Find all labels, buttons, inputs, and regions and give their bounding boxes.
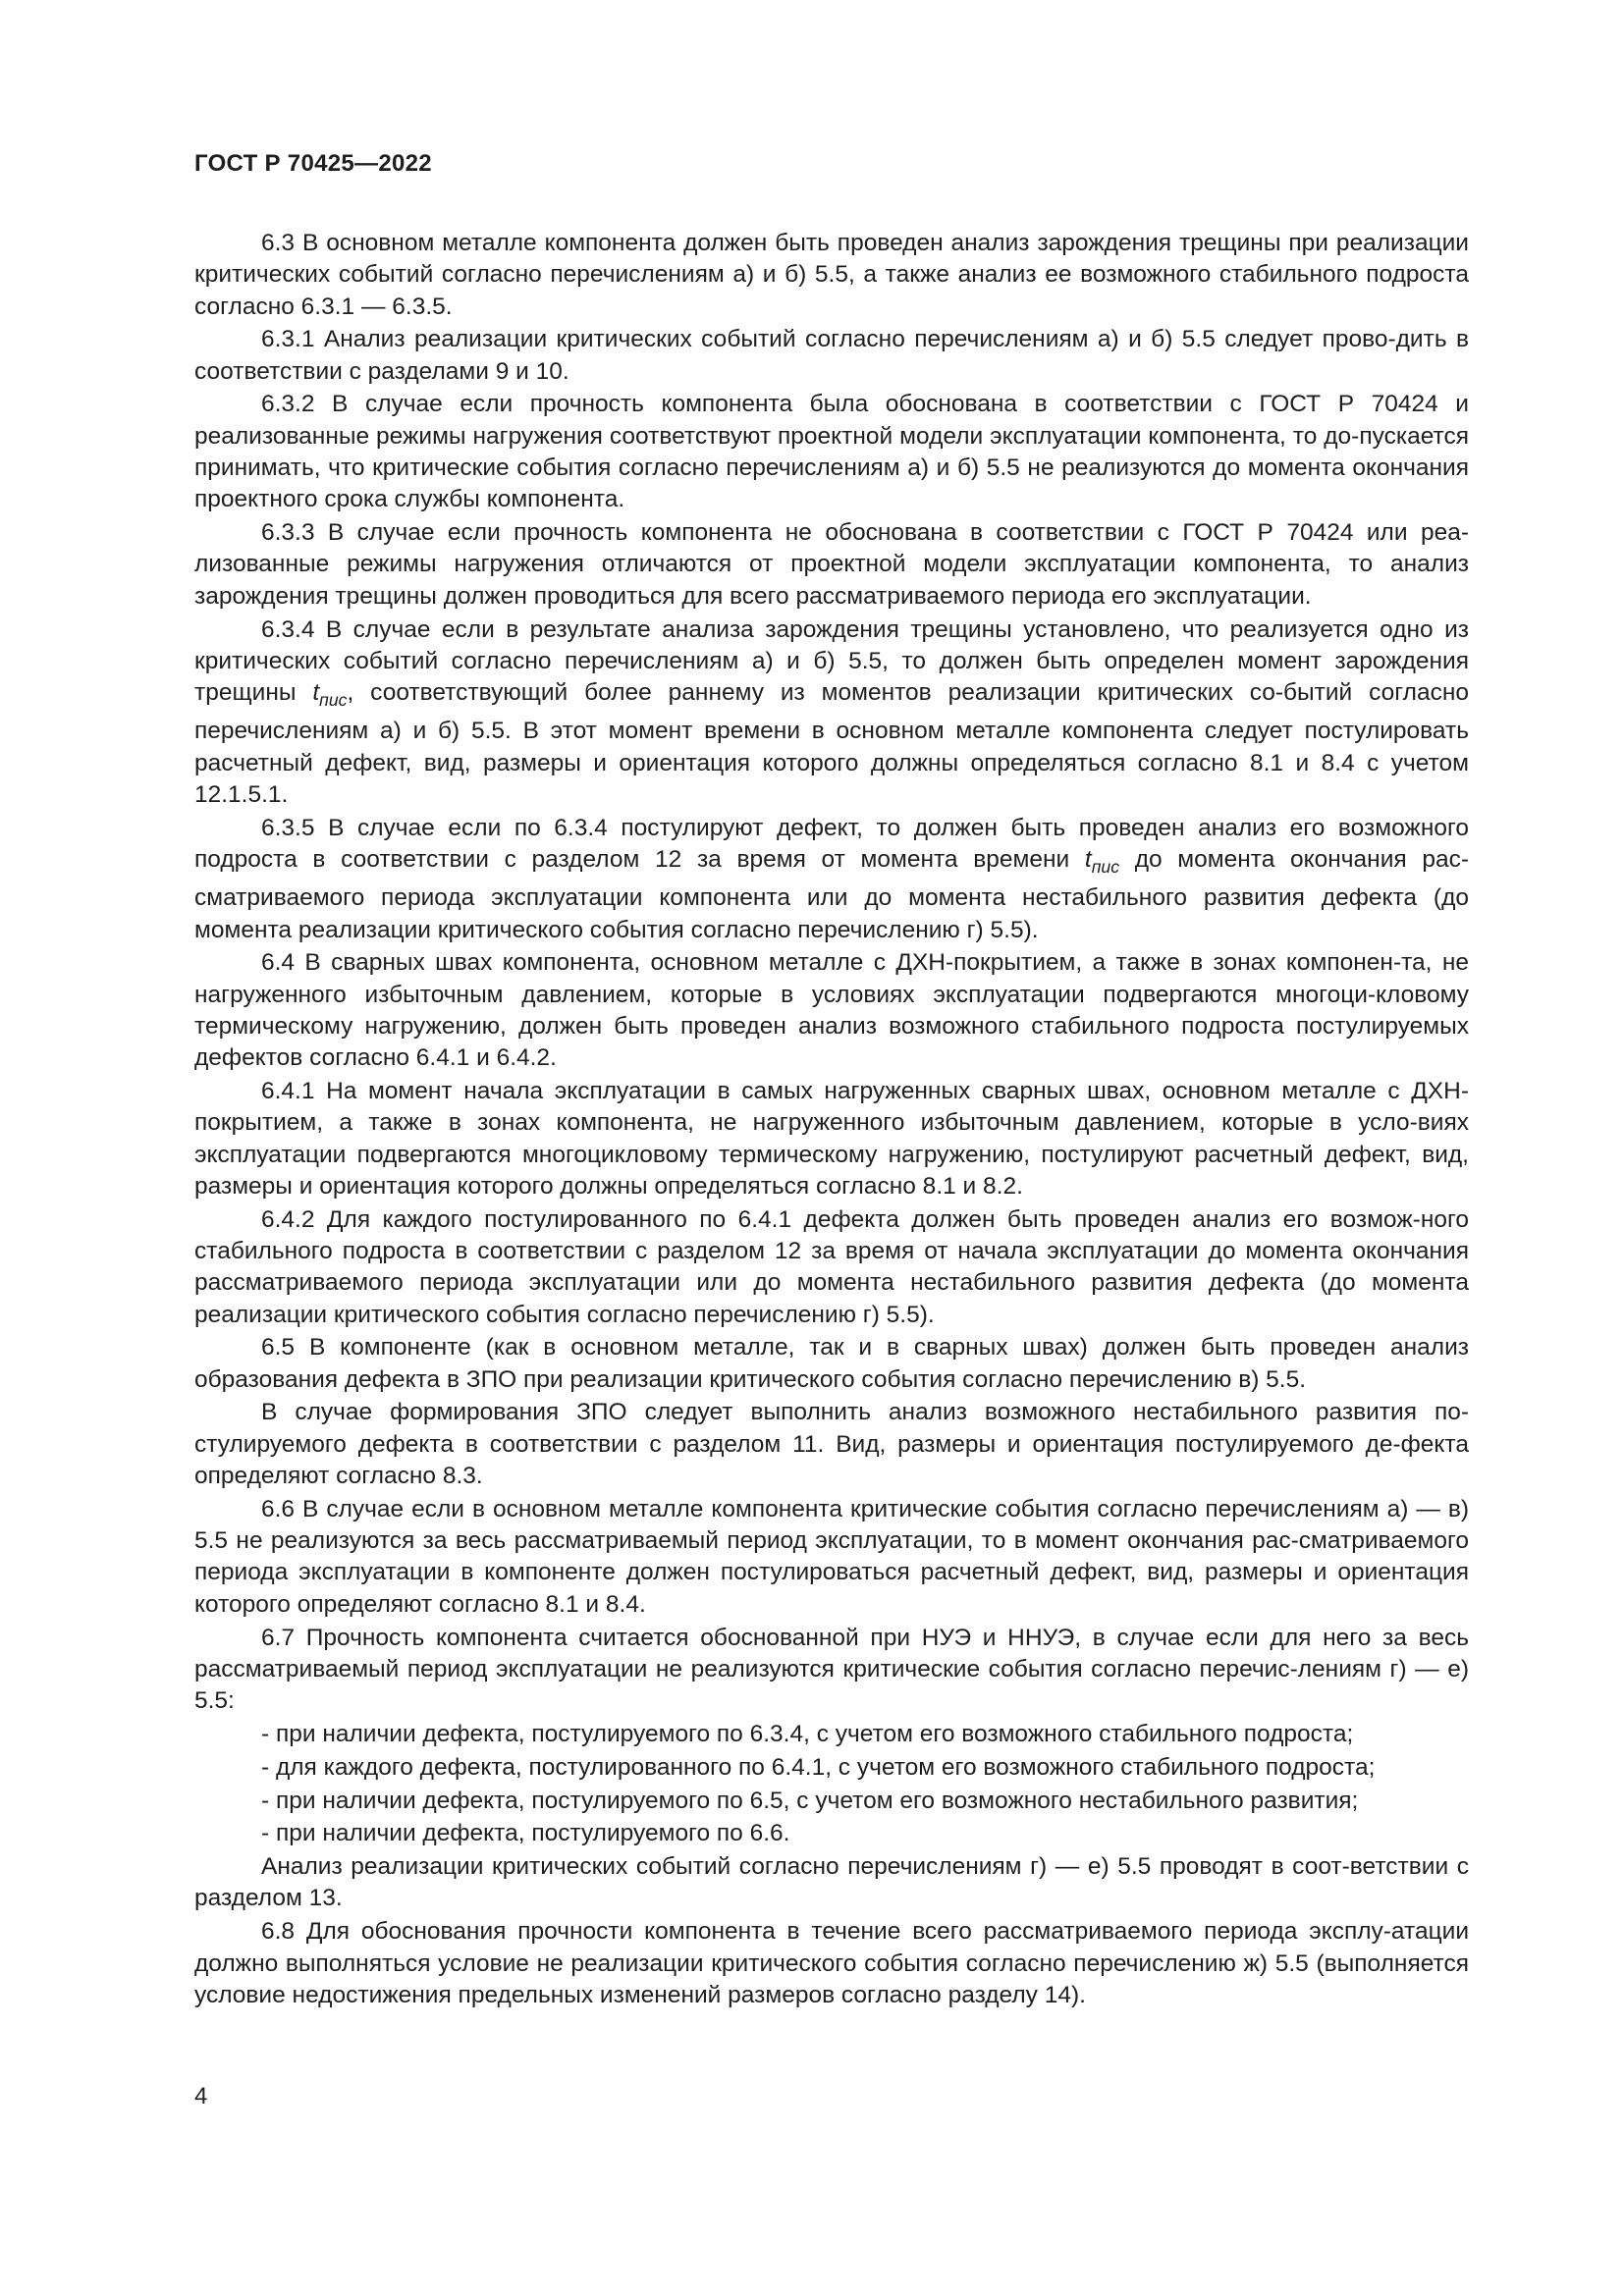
list-item: - при наличии дефекта, постулируемого по 6.3.4, с учетом его возможного стабильного подроста; bbox=[261, 1720, 1354, 1747]
t-nuc-symbol: $t_{пис}$ bbox=[312, 679, 348, 711]
document-body bbox=[194, 228, 1469, 2013]
paragraph-6-7-continued: Анализ реализации критических событий согласно перечислениям г) — е) 5.5 проводят в соот-ветствии с разделом 13. bbox=[194, 1853, 1469, 1912]
paragraph-6-3-5-part-1: 6.3.5 В случае если по 6.3.4 постулируют дефект, то должен быть проведен анализ его возможного подроста в соответствии с разделом 12 за время от момента времени bbox=[194, 814, 1469, 874]
paragraph-6-4-2: 6.4.2 Для каждого постулированного по 6.4.1 дефекта должен быть проведен анализ его возмож-ного стабильного подроста в соответствии с разделом 12 за время от начала эксплуатации до момента окончания рассматриваемого периода эксплуатации или до момента нестабильного развития дефекта (до момента реализации критического события согласно перечислению г) 5.5). bbox=[194, 1205, 1469, 1328]
paragraph-6-4: 6.4 В сварных швах компонента, основном металле с ДХН-покрытием, а также в зонах компонен-та, не нагруженного избыточным давлением, которые в условиях эксплуатации подвергаются многоци-кловому термическому нагружению, должен быть проведен анализ возможного стабильного подроста постулируемых дефектов согласно 6.4.1 и 6.4.2. bbox=[194, 949, 1469, 1072]
paragraph-6-6: 6.6 В случае если в основном металле компонента критические события согласно перечислениям а) — в) 5.5 не реализуются за весь рассматриваемый период эксплуатации, то в момент окончания рас-сматриваемого периода эксплуатации в компоненте должен постулироваться расчетный дефект, вид, размеры и ориентация которого определяют согласно 8.1 и 8.4. bbox=[194, 1495, 1469, 1618]
list-item: - для каждого дефекта, постулированного по 6.4.1, с учетом его возможного стабильного подроста; bbox=[261, 1753, 1376, 1781]
page-number: 4 bbox=[194, 2083, 208, 2109]
paragraph-6-5: 6.5 В компоненте (как в основном металле, так и в сварных швах) должен быть проведен анализ образования дефекта в ЗПО при реализации критического события согласно перечислению в) 5.5. bbox=[194, 1334, 1469, 1393]
paragraph-6-3-1: 6.3.1 Анализ реализации критических событий согласно перечислениям а) и б) 5.5 следует прово-дить в соответствии с разделами 9 и 10. bbox=[194, 326, 1469, 385]
paragraph-6-3-5 bbox=[194, 813, 1469, 946]
document-header: ГОСТ Р 70425—2022 bbox=[194, 150, 432, 177]
list-item: - при наличии дефекта, постулируемого по 6.6. bbox=[261, 1820, 790, 1847]
paragraph-6-3-4-part-2: , соответствующий более раннему из моментов реализации критических со-бытий согласно перечислениям а) и б) 5.5. В этот момент времени в основном металле компонента следует постулировать расчетный дефект, вид, размеры и ориентация которого должны определяться согласно 8.1 и 8.4 с учетом 12.1.5.1. bbox=[194, 679, 1469, 808]
paragraph-6-7: 6.7 Прочность компонента считается обоснованной при НУЭ и ННУЭ, в случае если для него за весь рассматриваемый период эксплуатации не реализуются критические события согласно перечис-лениям г) — е) 5.5: bbox=[194, 1624, 1469, 1715]
t-nuc-symbol: $t_{пис}$ bbox=[1084, 846, 1120, 877]
paragraph-6-3-4-part-1: 6.3.4 В случае если в результате анализа зарождения трещины установлено, что реализуется одно из критических событий согласно перечислениям а) и б) 5.5, то должен быть определен момент зарождения трещины bbox=[194, 615, 1469, 707]
paragraph-6-4-1: 6.4.1 На момент начала эксплуатации в самых нагруженных сварных швах, основном металле с ДХН-покрытием, а также в зонах компонента, не нагруженного избыточным давлением, которые в усло-виях эксплуатации подвергаются многоцикловому термическому нагружению, постулируют расчетный дефект, вид, размеры и ориентация которого должны определяться согласно 8.1 и 8.2. bbox=[194, 1078, 1469, 1200]
paragraph-6-3-3: 6.3.3 В случае если прочность компонента не обоснована в соответствии с ГОСТ Р 70424 или реа-лизованные режимы нагружения отличаются от проектной модели эксплуатации компонента, то анализ зарождения трещины должен проводиться для всего рассматриваемого периода его эксплуатации. bbox=[194, 519, 1469, 610]
paragraph-6-3-4 bbox=[194, 614, 1469, 812]
paragraph-6-8: 6.8 Для обоснования прочности компонента в течение всего рассматриваемого периода эксплу-атации должно выполняться условие не реализации критического события согласно перечислению ж) 5.5 (выполняется условие недостижения предельных изменений размеров согласно разделу 14). bbox=[194, 1918, 1469, 2008]
paragraph-6-3: 6.3 В основном металле компонента должен быть проведен анализ зарождения трещины при реализации критических событий согласно перечислениям а) и б) 5.5, а также анализ ее возможного стабильного подроста согласно 6.3.1 — 6.3.5. bbox=[194, 230, 1469, 320]
list-item: - при наличии дефекта, постулируемого по 6.5, с учетом его возможного нестабильного развития; bbox=[261, 1787, 1359, 1814]
paragraph-6-3-5-part-2: до момента окончания рас-сматриваемого периода эксплуатации компонента или до момента нестабильного развития дефекта (до момента реализации критического события согласно перечислению г) 5.5). bbox=[194, 846, 1469, 943]
paragraph-6-3-2: 6.3.2 В случае если прочность компонента была обоснована в соответствии с ГОСТ Р 70424 и реализованные режимы нагружения соответствуют проектной модели эксплуатации компонента, то до-пускается принимать, что критические события согласно перечислениям а) и б) 5.5 не реализуются до момента окончания проектного срока службы компонента. bbox=[194, 391, 1469, 513]
paragraph-6-5-continued: В случае формирования ЗПО следует выполнить анализ возможного нестабильного развития по-стулируемого дефекта в соответствии с разделом 11. Вид, размеры и ориентация постулируемого де-фекта определяют согласно 8.3. bbox=[194, 1399, 1469, 1490]
